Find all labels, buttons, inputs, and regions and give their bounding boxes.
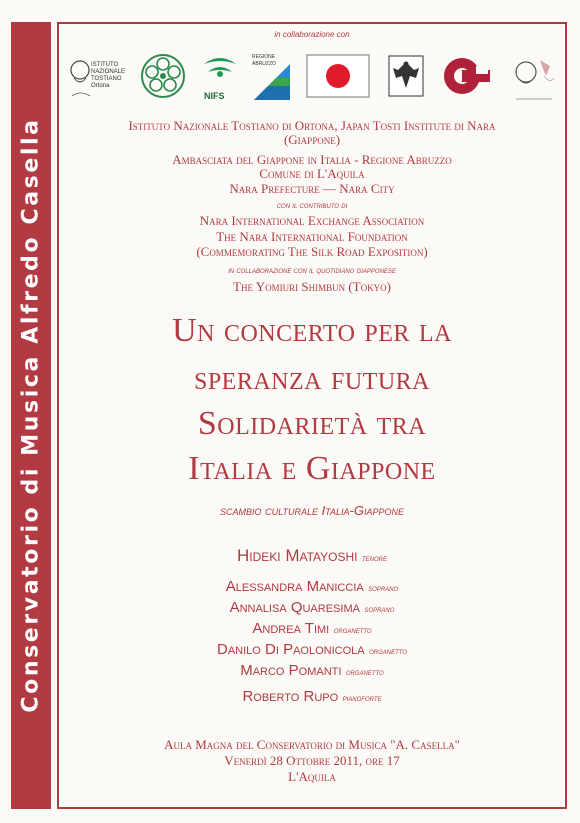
venue-line-2: Venerdì 28 Ottobre 2011, ore 17	[224, 753, 400, 768]
organizer-line-2: (Giappone)	[283, 132, 341, 147]
performer-name: Danilo Di Paolonicola	[217, 641, 365, 658]
tosti-institute-caption: ISTITUTO NAZIONALE TOSTIANO Ortona	[91, 62, 126, 89]
organizer-line-9: The Yomiuri Shimbun (Tokyo)	[233, 279, 391, 294]
nifs-logo	[198, 50, 242, 110]
performer-role: pianoforte	[342, 693, 382, 703]
performer-role: soprano	[364, 604, 395, 614]
venue-line-3: L'Aquila	[288, 769, 336, 784]
performer-role: tenore	[361, 553, 387, 563]
organizer-line-7: The Nara International Foundation	[216, 229, 408, 244]
nara-prefecture-logo	[440, 50, 498, 110]
title-line-3: Solidarietà tra	[197, 405, 427, 442]
venue-line-1: Aula Magna del Conservatorio di Musica "A. Casella"	[164, 737, 460, 752]
contributo-label: con il contributo di	[276, 201, 348, 210]
performer-role: soprano	[368, 583, 399, 593]
performer-name: Hideki Matayoshi	[237, 546, 358, 565]
organizer-line-6: Nara International Exchange Association	[199, 213, 425, 228]
performer-name: Annalisa Quaresima	[229, 599, 360, 616]
logos-row	[62, 50, 560, 112]
performer-row	[59, 546, 565, 566]
collaboration-label: in collaborazione con	[274, 30, 350, 39]
nara-foundation-flower-logo	[138, 50, 188, 110]
tosti-portrait-logo	[510, 50, 558, 110]
organizer-line-1: Istituto Nazionale Tostiano di Ortona, Japan Tosti Institute di Nara	[128, 118, 496, 133]
performer-row	[59, 688, 565, 706]
performer-row	[59, 620, 565, 638]
title-line-1: Un concerto per la	[172, 312, 452, 349]
nifs-caption: NIFS	[204, 91, 225, 101]
performer-row	[59, 662, 565, 680]
performer-role: organetto	[345, 667, 384, 677]
title-line-2: speranza futura	[193, 360, 431, 397]
organizer-line-4: Comune di L'Aquila	[259, 166, 365, 181]
sidebar-title: Conservatorio di Musica Alfredo Casella	[18, 117, 44, 713]
performer-name: Roberto Rupo	[242, 688, 339, 705]
performer-row	[59, 641, 565, 659]
performer-role: organetto	[369, 646, 407, 656]
tosti-institute-logo	[66, 50, 124, 110]
performer-name: Alessandra Maniccia	[225, 578, 364, 595]
quotidiano-label: in collaborazione con il quotidiano giapponese	[228, 266, 396, 275]
performer-name: Marco Pomanti	[240, 662, 342, 679]
performer-name: Andrea Timi	[252, 620, 330, 637]
organizer-line-3: Ambasciata del Giappone in Italia - Regione Abruzzo	[172, 152, 452, 167]
performer-row	[59, 599, 565, 617]
japan-flag	[306, 50, 370, 110]
title-line-4: Italia e Giappone	[188, 450, 436, 487]
performer-row	[59, 578, 565, 596]
performer-role: organetto	[333, 625, 372, 635]
regione-abruzzo-logo	[250, 50, 296, 110]
abruzzo-caption: REGIONE ABRUZZO	[252, 54, 276, 67]
organizer-line-5: Nara Prefecture — Nara City	[229, 181, 395, 196]
eagle-crest-logo	[384, 50, 428, 110]
subtitle: scambio culturale Italia-Giappone	[220, 503, 404, 518]
organizer-line-8: (Commemorating The Silk Road Exposition)	[196, 244, 428, 259]
